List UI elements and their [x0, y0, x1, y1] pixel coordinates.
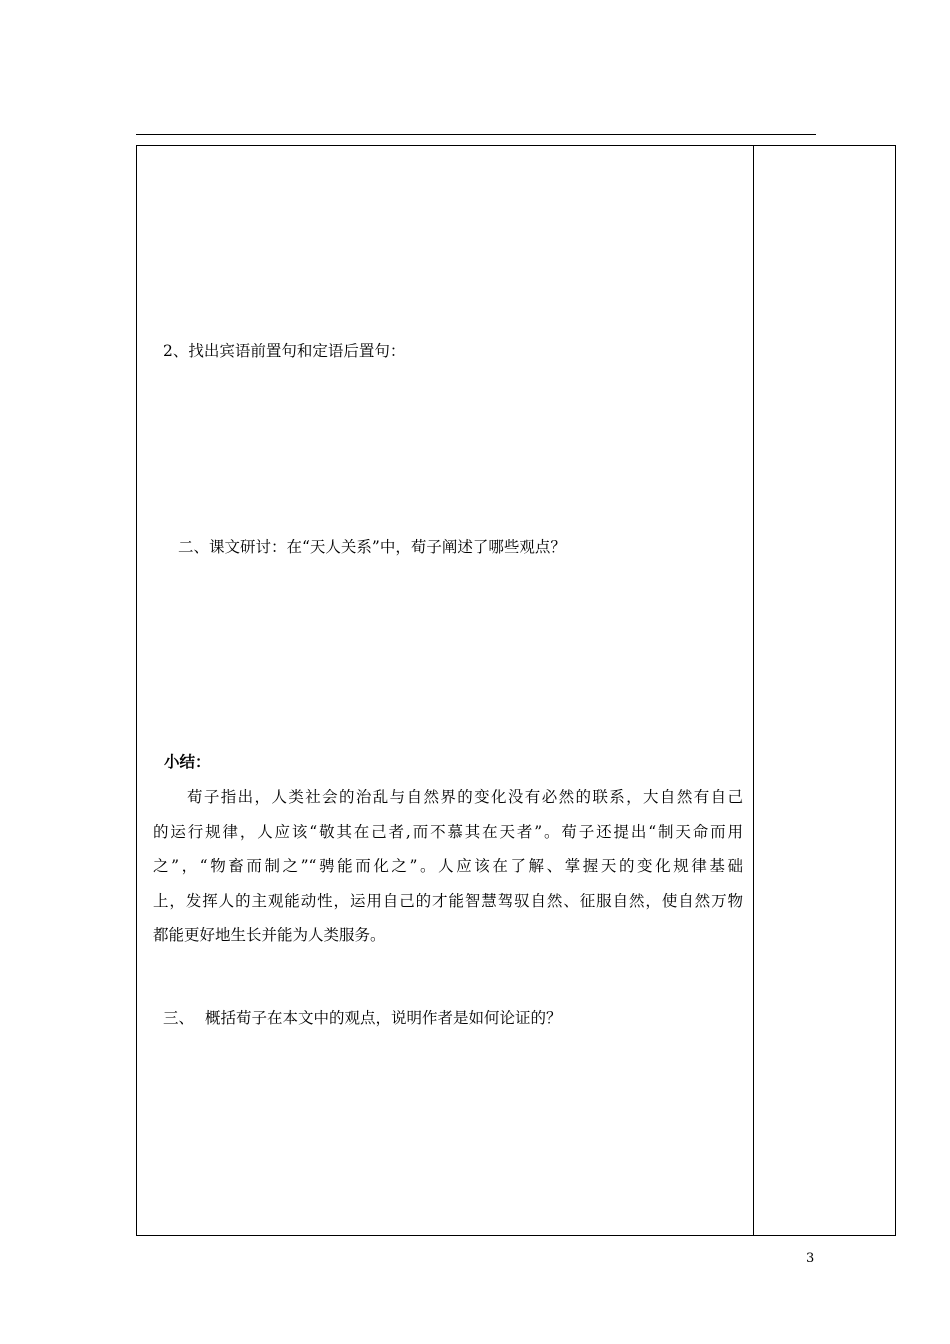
worksheet-table	[136, 145, 896, 1236]
notes-column-divider	[753, 145, 754, 1236]
question-2-label: 2、找出宾语前置句和定语后置句：	[163, 342, 406, 360]
summary-line: 之”，“物畜而制之”“骋能而化之”。人应该在了解、掌握天的变化规律基础	[153, 857, 743, 875]
summary-line: 荀子指出，人类社会的治乱与自然界的变化没有必然的联系，大自然有自己	[187, 788, 743, 806]
summary-heading: 小结：	[164, 752, 211, 771]
summary-paragraph	[153, 780, 743, 953]
summary-line: 的运行规律，人应该“敬其在己者,而不慕其在天者”。荀子还提出“制天命而用	[153, 822, 743, 841]
header-rule	[136, 134, 816, 135]
section-3-number: 三、	[163, 1009, 195, 1027]
section-3-question: 概括荀子在本文中的观点，说明作者是如何论证的？	[205, 1009, 562, 1027]
summary-line: 上，发挥人的主观能动性，运用自己的才能智慧驾驭自然、征服自然，使自然万物	[153, 891, 743, 910]
summary-line: 都能更好地生长并能为人类服务。	[153, 926, 386, 944]
section-2-question: 二、课文研讨：在“天人关系”中，荀子阐述了哪些观点？	[178, 538, 566, 556]
page-number: 3	[806, 1251, 815, 1266]
